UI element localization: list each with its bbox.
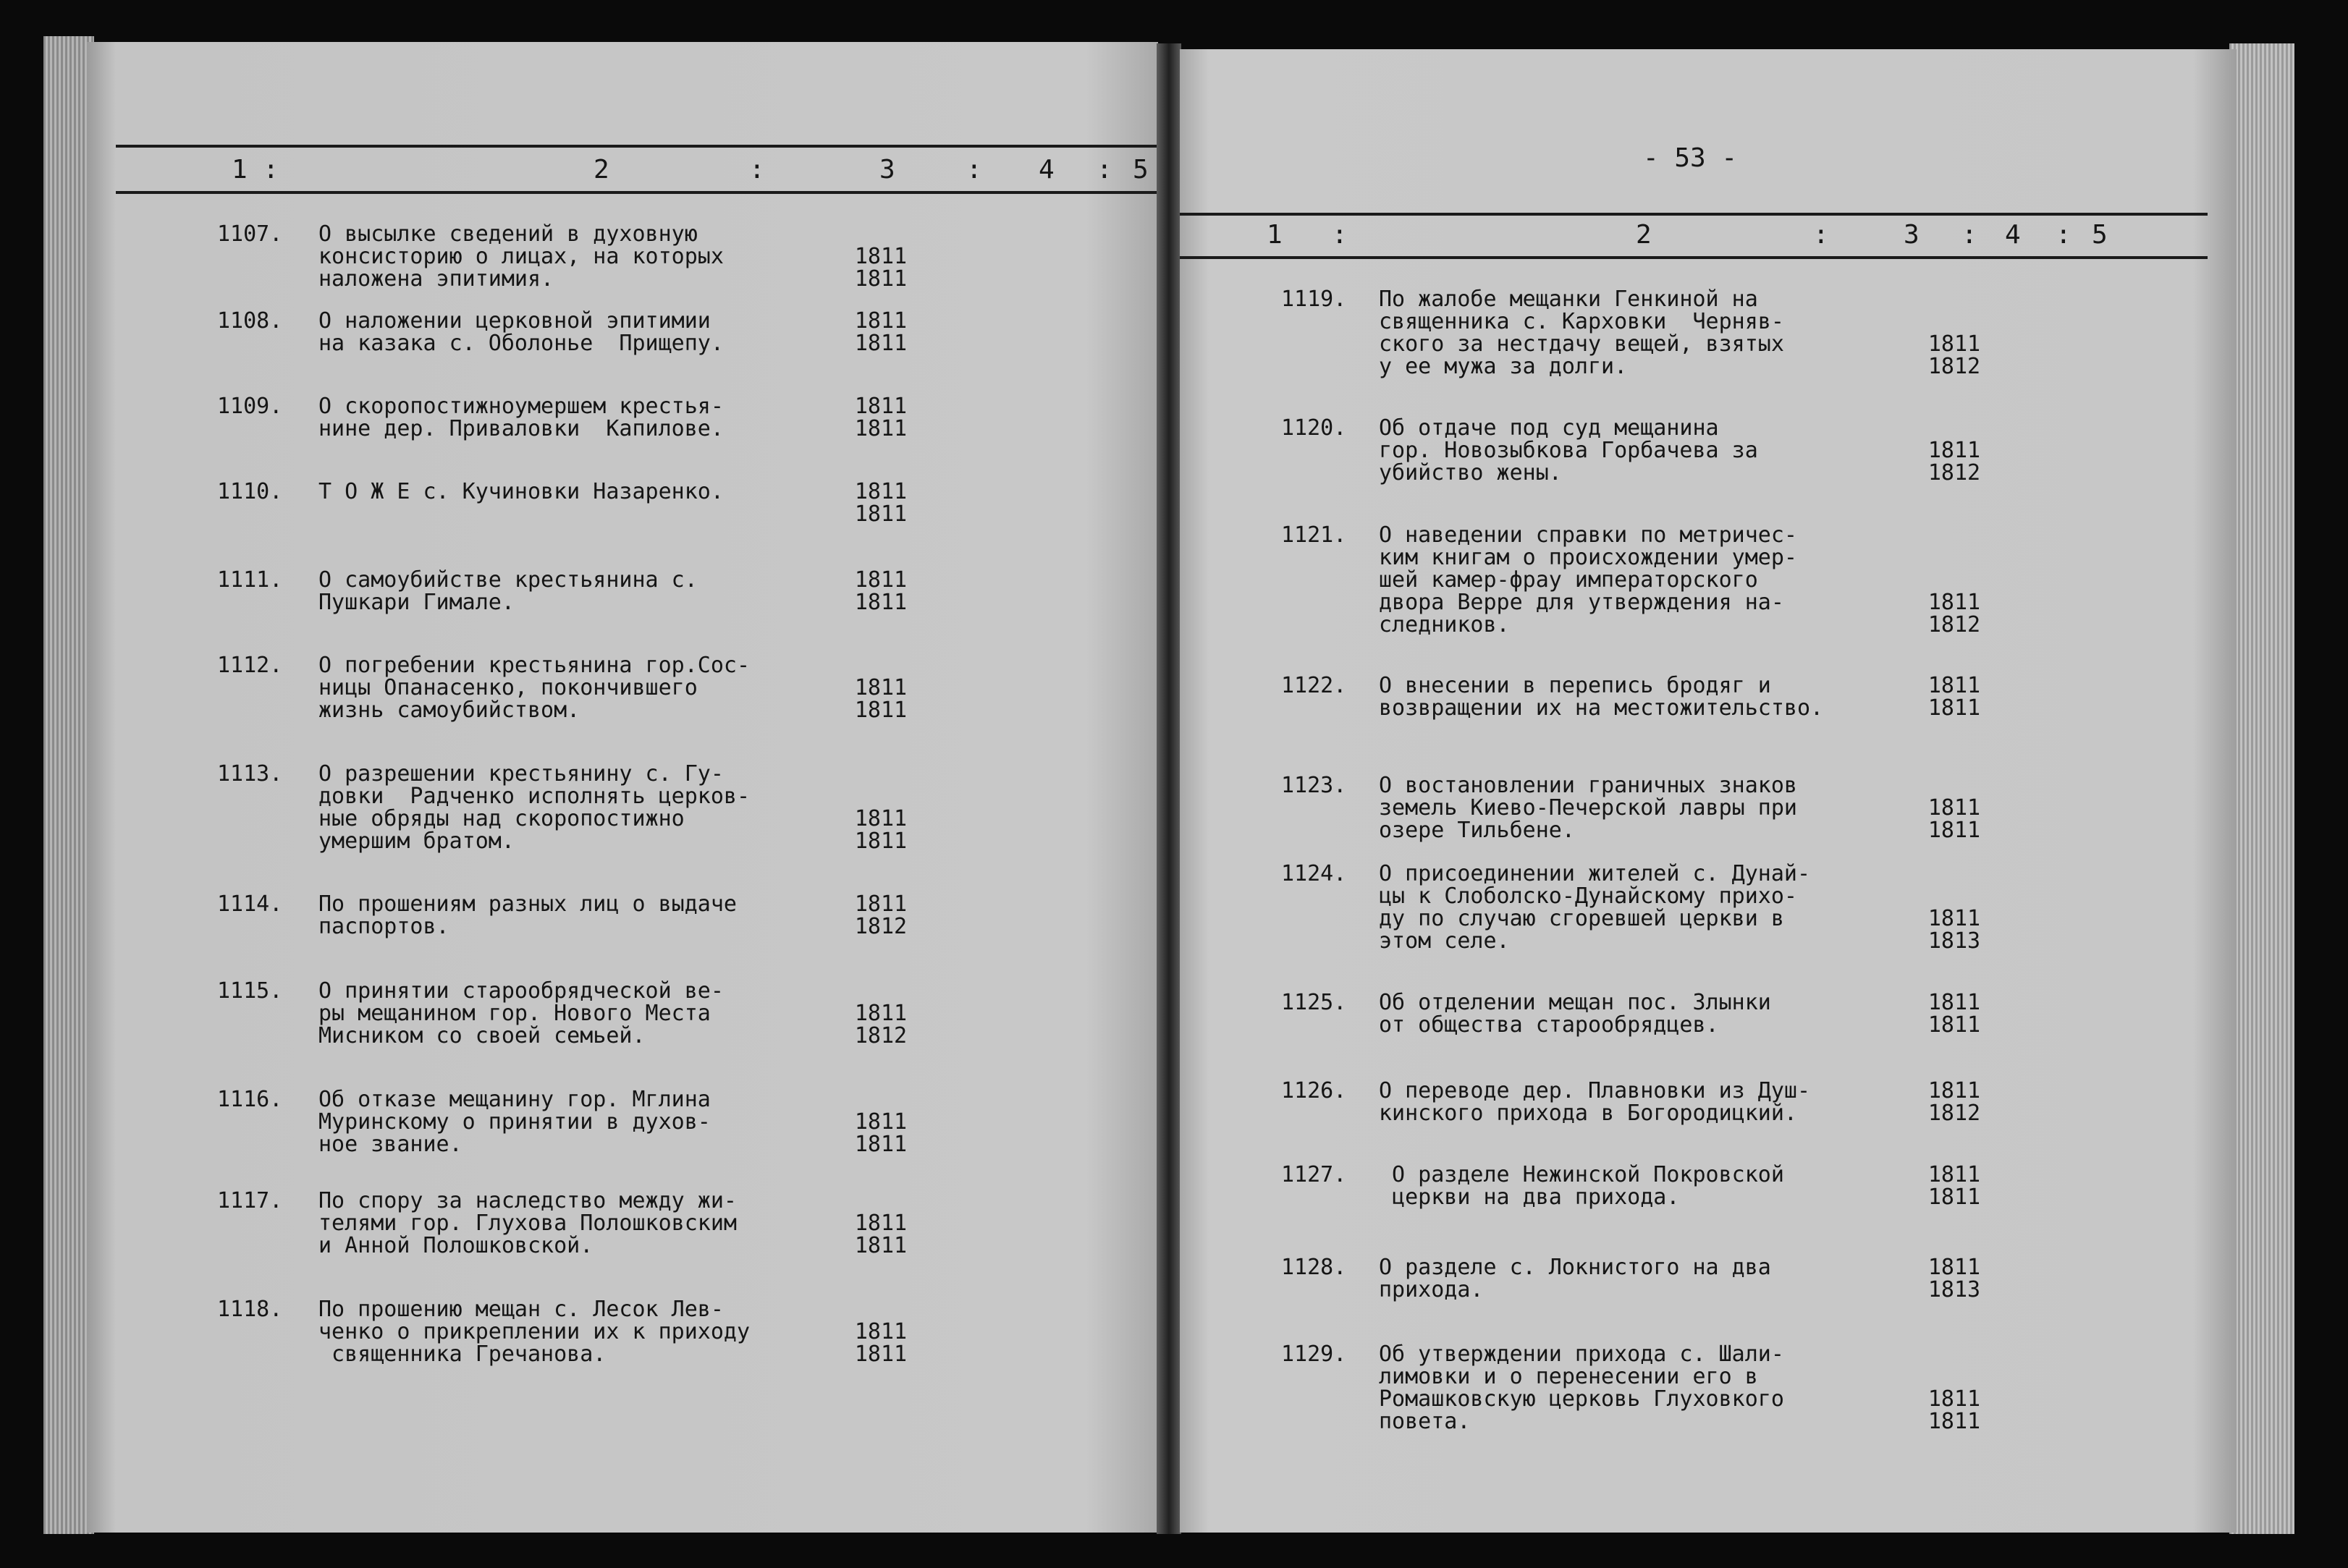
description-line: О разделе с. Локнистого на два bbox=[1379, 1255, 1771, 1280]
description-line: кинского прихода в Богородицкий. bbox=[1379, 1101, 1797, 1126]
description-line: довки Радченко исполнять церков- bbox=[318, 784, 751, 809]
record-entry bbox=[87, 1088, 1100, 1197]
end-year: 1811 bbox=[854, 266, 908, 292]
record-number: 1119. bbox=[1281, 287, 1347, 312]
book-gutter bbox=[1157, 43, 1181, 1534]
record-description bbox=[318, 310, 724, 355]
description-line: нине дер. Приваловки Капилове. bbox=[318, 416, 724, 441]
header-rule-top bbox=[116, 145, 1158, 148]
description-line: О скоропостижноумершем крестья- bbox=[318, 394, 724, 419]
record-number: 1111. bbox=[217, 567, 283, 593]
record-years bbox=[848, 395, 913, 440]
column-header-4: 4 bbox=[2005, 220, 2021, 250]
start-year: 1811 bbox=[1927, 990, 1981, 1015]
start-year: 1811 bbox=[1927, 331, 1981, 357]
description-line: наложена эпитимия. bbox=[318, 266, 554, 292]
record-years bbox=[848, 677, 913, 721]
description-line: земель Киево-Печерской лавры при bbox=[1379, 795, 1797, 821]
record-number: 1117. bbox=[217, 1188, 283, 1213]
record-description bbox=[318, 223, 724, 290]
record-years bbox=[1922, 674, 1987, 719]
right-page bbox=[1180, 49, 2237, 1533]
record-number: 1127. bbox=[1281, 1162, 1347, 1187]
start-year: 1811 bbox=[1927, 673, 1981, 698]
description-line: паспортов. bbox=[318, 914, 449, 939]
record-description bbox=[1379, 774, 1797, 842]
description-line: ры мещанином гор. Нового Места bbox=[318, 1001, 711, 1026]
record-description bbox=[318, 893, 737, 938]
column-header-2: 2 bbox=[594, 155, 609, 185]
column-header-sep: : bbox=[966, 155, 982, 185]
description-line: ского за нестдачу вещей, взятых bbox=[1379, 331, 1784, 357]
record-years bbox=[848, 480, 913, 525]
record-years bbox=[1922, 333, 1987, 378]
description-line: у ее мужа за долги. bbox=[1379, 354, 1628, 379]
record-years bbox=[848, 1212, 913, 1257]
record-number: 1112. bbox=[217, 653, 283, 678]
record-number: 1126. bbox=[1281, 1078, 1347, 1103]
description-line: на казака с. Оболонье Прищепу. bbox=[318, 331, 724, 356]
record-years bbox=[848, 569, 913, 614]
column-header-1: 1 : bbox=[232, 155, 279, 185]
description-line: ницы Опанасенко, покончившего bbox=[318, 675, 698, 700]
end-year: 1811 bbox=[854, 1342, 908, 1367]
description-line: О внесении в перепись бродяг и bbox=[1379, 673, 1771, 698]
end-year: 1813 bbox=[1927, 928, 1981, 954]
end-year: 1812 bbox=[1927, 354, 1981, 379]
description-line: Об отдаче под суд мещанина bbox=[1379, 415, 1719, 441]
start-year: 1811 bbox=[854, 567, 908, 593]
record-years bbox=[848, 808, 913, 852]
description-line: и Анной Полошковской. bbox=[318, 1233, 594, 1258]
description-line: повета. bbox=[1379, 1409, 1471, 1434]
header-rule-top bbox=[1180, 213, 2208, 216]
description-line: По спору за наследство между жи- bbox=[318, 1188, 737, 1213]
start-year: 1811 bbox=[854, 1109, 908, 1135]
description-line: этом селе. bbox=[1379, 928, 1510, 954]
description-line: По прошениям разных лиц о выдаче bbox=[318, 891, 737, 917]
start-year: 1811 bbox=[1927, 1386, 1981, 1412]
end-year: 1811 bbox=[1927, 1012, 1981, 1038]
column-header-sep: : bbox=[1332, 220, 1348, 250]
record-number: 1108. bbox=[217, 308, 283, 334]
end-year: 1812 bbox=[1927, 1101, 1981, 1126]
record-years bbox=[1922, 591, 1987, 636]
record-description bbox=[1379, 524, 1797, 636]
description-line: Пушкари Гимале. bbox=[318, 590, 515, 615]
record-number: 1129. bbox=[1281, 1342, 1347, 1367]
record-number: 1113. bbox=[217, 761, 283, 787]
start-year: 1811 bbox=[854, 244, 908, 269]
description-line: Муринскому о принятии в духов- bbox=[318, 1109, 711, 1135]
record-years bbox=[848, 1111, 913, 1156]
column-header-2: 2 bbox=[1636, 220, 1652, 250]
record-number: 1110. bbox=[217, 479, 283, 504]
record-description bbox=[1379, 1343, 1784, 1433]
record-number: 1118. bbox=[217, 1297, 283, 1322]
start-year: 1811 bbox=[854, 394, 908, 419]
record-description bbox=[1379, 1256, 1771, 1301]
record-description bbox=[1379, 417, 1758, 484]
end-year: 1811 bbox=[854, 501, 908, 527]
description-line: священника с. Карховки Черняв- bbox=[1379, 309, 1784, 334]
end-year: 1812 bbox=[1927, 460, 1981, 486]
description-line: следников. bbox=[1379, 612, 1510, 637]
record-description bbox=[318, 1190, 737, 1257]
record-description bbox=[1379, 1164, 1784, 1208]
start-year: 1811 bbox=[1927, 590, 1981, 615]
column-header-3: 3 bbox=[879, 155, 895, 185]
end-year: 1811 bbox=[1927, 695, 1981, 721]
record-entry bbox=[87, 1190, 1100, 1298]
record-description bbox=[318, 763, 750, 852]
start-year: 1811 bbox=[1927, 1255, 1981, 1280]
start-year: 1811 bbox=[854, 806, 908, 831]
end-year: 1811 bbox=[1927, 818, 1981, 843]
column-header-sep: : bbox=[2056, 220, 2072, 250]
record-entry bbox=[87, 763, 1100, 871]
column-header-sep: : bbox=[749, 155, 765, 185]
column-header-5: 5 bbox=[1133, 155, 1149, 185]
record-entry bbox=[1180, 674, 2193, 783]
record-years bbox=[1922, 1388, 1987, 1433]
description-line: ченко о прикреплении их к приходу bbox=[318, 1319, 751, 1344]
record-description bbox=[318, 480, 724, 503]
description-line: Об отказе мещанину гор. Мглина bbox=[318, 1087, 711, 1112]
description-line: возвращении их на местожительство. bbox=[1379, 695, 1824, 721]
column-header-5: 5 bbox=[2092, 220, 2108, 250]
end-year: 1811 bbox=[1927, 1409, 1981, 1434]
description-line: О наведении справки по метричес- bbox=[1379, 522, 1797, 548]
description-line: Об утверждении прихода с. Шали- bbox=[1379, 1342, 1784, 1367]
record-entry bbox=[1180, 522, 2193, 637]
end-year: 1811 bbox=[1927, 1185, 1981, 1210]
record-description bbox=[318, 395, 724, 440]
record-number: 1123. bbox=[1281, 773, 1347, 798]
end-year: 1811 bbox=[854, 1132, 908, 1157]
record-entry bbox=[1180, 288, 2193, 397]
description-line: консисторию о лицах, на которых bbox=[318, 244, 724, 269]
description-line: шей камер-фрау императорского bbox=[1379, 567, 1758, 593]
start-year: 1811 bbox=[1927, 1078, 1981, 1103]
description-line: О наложении церковной эпитимии bbox=[318, 308, 711, 334]
start-year: 1811 bbox=[854, 675, 908, 700]
start-year: 1811 bbox=[1927, 1162, 1981, 1187]
end-year: 1811 bbox=[854, 829, 908, 854]
start-year: 1811 bbox=[854, 479, 908, 504]
record-number: 1114. bbox=[217, 891, 283, 917]
description-line: ные обряды над скоропостижно bbox=[318, 806, 685, 831]
record-entry bbox=[87, 654, 1100, 763]
left-page bbox=[87, 42, 1158, 1533]
description-line: По жалобе мещанки Генкиной на bbox=[1379, 287, 1758, 312]
end-year: 1811 bbox=[854, 590, 908, 615]
description-line: от общества старообрядцев. bbox=[1379, 1012, 1719, 1038]
start-year: 1811 bbox=[1927, 906, 1981, 931]
description-line: лимовки и о перенесении его в bbox=[1379, 1364, 1758, 1389]
record-years bbox=[1922, 1164, 1987, 1208]
column-header-3: 3 bbox=[1904, 220, 1920, 250]
record-years bbox=[848, 310, 913, 355]
record-number: 1128. bbox=[1281, 1255, 1347, 1280]
column-header-sep: : bbox=[1813, 220, 1829, 250]
record-number: 1124. bbox=[1281, 861, 1347, 886]
record-number: 1115. bbox=[217, 978, 283, 1004]
description-line: телями гор. Глухова Полошковским bbox=[318, 1211, 737, 1236]
record-entry bbox=[1180, 1343, 2193, 1452]
record-number: 1120. bbox=[1281, 415, 1347, 441]
record-entry bbox=[87, 980, 1100, 1088]
description-line: О разрешении крестьянину с. Гу- bbox=[318, 761, 724, 787]
description-line: умершим братом. bbox=[318, 829, 515, 854]
record-years bbox=[1922, 797, 1987, 842]
description-line: двора Верре для утверждения на- bbox=[1379, 590, 1784, 615]
end-year: 1813 bbox=[1927, 1277, 1981, 1302]
record-years bbox=[1922, 991, 1987, 1036]
record-number: 1122. bbox=[1281, 673, 1347, 698]
description-line: священника Гречанова. bbox=[318, 1342, 607, 1367]
description-line: гор. Новозыбкова Горбачева за bbox=[1379, 438, 1758, 463]
column-header-4: 4 bbox=[1039, 155, 1055, 185]
record-years bbox=[1922, 439, 1987, 484]
end-year: 1811 bbox=[854, 331, 908, 356]
description-line: убийство жены. bbox=[1379, 460, 1562, 486]
record-description bbox=[1379, 1080, 1810, 1124]
record-number: 1121. bbox=[1281, 522, 1347, 548]
column-header-sep: : bbox=[1961, 220, 1977, 250]
record-years bbox=[1922, 1080, 1987, 1124]
record-number: 1116. bbox=[217, 1087, 283, 1112]
record-years bbox=[848, 1321, 913, 1365]
description-line: церкви на два прихода. bbox=[1379, 1185, 1680, 1210]
end-year: 1812 bbox=[854, 1023, 908, 1048]
record-description bbox=[318, 654, 750, 721]
description-line: Об отделении мещан пос. Злынки bbox=[1379, 990, 1771, 1015]
start-year: 1811 bbox=[854, 308, 908, 334]
description-line: Мисником со своей семьей. bbox=[318, 1023, 646, 1048]
description-line: жизнь самоубийством. bbox=[318, 698, 580, 723]
description-line: Т О Ж Е с. Кучиновки Назаренко. bbox=[318, 479, 724, 504]
header-rule-bottom bbox=[116, 191, 1158, 194]
description-line: О самоубийстве крестьянина с. bbox=[318, 567, 698, 593]
column-header-sep: : bbox=[1097, 155, 1112, 185]
start-year: 1811 bbox=[854, 891, 908, 917]
record-description bbox=[318, 1298, 750, 1365]
description-line: О присоединении жителей с. Дунай- bbox=[1379, 861, 1811, 886]
description-line: О принятии старообрядческой ве- bbox=[318, 978, 724, 1004]
description-line: прихода. bbox=[1379, 1277, 1484, 1302]
page-number: - 53 - bbox=[1643, 143, 1738, 173]
end-year: 1811 bbox=[854, 698, 908, 723]
description-line: ким книгам о происхождении умер- bbox=[1379, 545, 1797, 570]
record-description bbox=[1379, 674, 1823, 719]
record-years bbox=[848, 1002, 913, 1047]
start-year: 1811 bbox=[1927, 438, 1981, 463]
description-line: О высылке сведений в духовную bbox=[318, 221, 698, 247]
start-year: 1811 bbox=[854, 1001, 908, 1026]
description-line: ду по случаю сгоревшей церкви в bbox=[1379, 906, 1784, 931]
right-page-edges bbox=[2229, 43, 2294, 1534]
start-year: 1811 bbox=[1927, 795, 1981, 821]
description-line: О погребении крестьянина гор.Сос- bbox=[318, 653, 751, 678]
record-years bbox=[1922, 1256, 1987, 1301]
start-year: 1811 bbox=[854, 1319, 908, 1344]
record-years bbox=[848, 245, 913, 290]
header-rule-bottom bbox=[1180, 256, 2208, 259]
record-entry bbox=[1180, 863, 2193, 971]
description-line: Ромашковскую церковь Глуховкого bbox=[1379, 1386, 1784, 1412]
end-year: 1812 bbox=[1927, 612, 1981, 637]
record-description bbox=[318, 569, 698, 614]
record-description bbox=[318, 1088, 711, 1156]
end-year: 1811 bbox=[854, 1233, 908, 1258]
record-number: 1107. bbox=[217, 221, 283, 247]
record-entry bbox=[87, 1298, 1100, 1407]
description-line: По прошению мещан с. Лесок Лев- bbox=[318, 1297, 724, 1322]
record-description bbox=[1379, 288, 1784, 378]
description-line: О востановлении граничных знаков bbox=[1379, 773, 1797, 798]
record-number: 1125. bbox=[1281, 990, 1347, 1015]
record-description bbox=[318, 980, 724, 1047]
record-description bbox=[1379, 863, 1810, 952]
record-entry bbox=[1180, 417, 2193, 525]
column-header-1: 1 bbox=[1267, 220, 1283, 250]
description-line: цы к Слоболско-Дунайскому прихо- bbox=[1379, 883, 1797, 909]
description-line: О разделе Нежинской Покровской bbox=[1379, 1162, 1784, 1187]
description-line: ное звание. bbox=[318, 1132, 463, 1157]
end-year: 1811 bbox=[854, 416, 908, 441]
start-year: 1811 bbox=[854, 1211, 908, 1236]
record-years bbox=[848, 893, 913, 938]
record-years bbox=[1922, 907, 1987, 952]
description-line: О переводе дер. Плавновки из Душ- bbox=[1379, 1078, 1811, 1103]
description-line: озере Тильбене. bbox=[1379, 818, 1575, 843]
record-number: 1109. bbox=[217, 394, 283, 419]
record-description bbox=[1379, 991, 1771, 1036]
end-year: 1812 bbox=[854, 914, 908, 939]
